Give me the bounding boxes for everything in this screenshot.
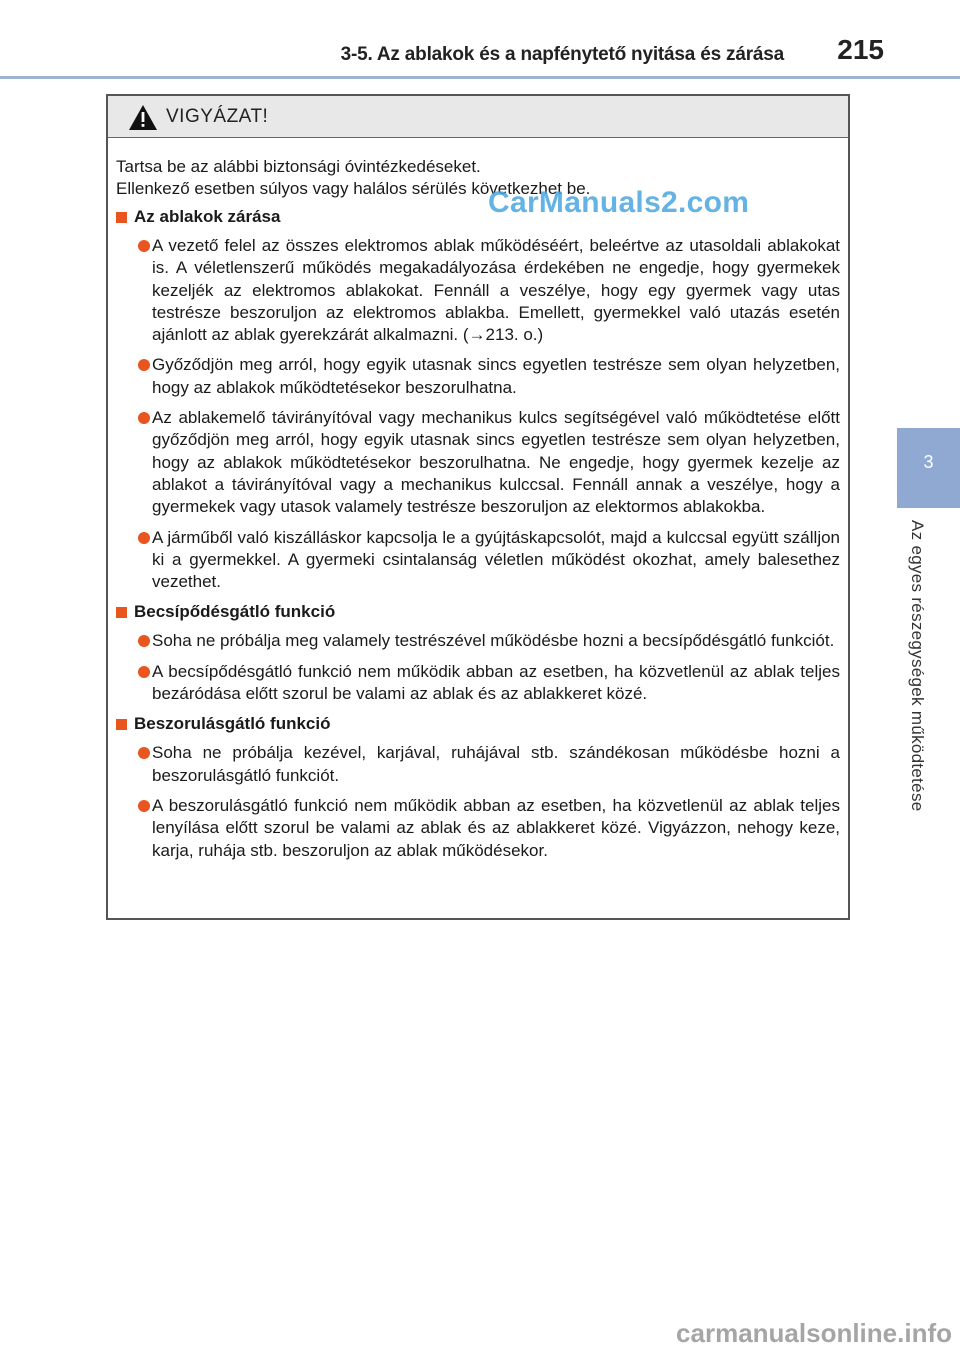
bullet-text: Az ablakemelő távirányítóval vagy mechanikus kulcs segítségével való működtetése előtt győződjön meg arról, hogy egyik utasnak sincs egyetlen testrésze sem olyan helyzetben, hogy az ablakok működtetésekor beszorulhatna. Ne engedje, hogy gyermek kezelje az ablakot a távirányítóval vagy a mechanikus kulccsal. Fennáll annak a veszélye, hogy a gyermekek vagy utasok valamely testrésze beszoruljon az elektormos ablakokba. [152,408,840,517]
bullet-text: Győződjön meg arról, hogy egyik utasnak sincs egyetlen testrésze sem olyan helyzetben, hogy az ablakok működtetésekor beszorulhatna. [152,355,840,397]
section-heading-text: Becsípődésgátló funkció [134,602,336,622]
chapter-title: 3-5. Az ablakok és a napfénytető nyitása és zárása [340,44,784,65]
round-bullet-icon [138,359,150,371]
round-bullet-icon [138,532,150,544]
intro-line: Tartsa be az alábbi biztonsági óvintézkedéseket. [116,157,481,176]
bullet-item [116,354,840,399]
intro-line: Ellenkező esetben súlyos vagy halálos sérülés következhet be. [116,179,591,198]
round-bullet-icon [138,666,150,678]
round-bullet-icon [138,800,150,812]
section-heading-text: Az ablakok zárása [134,207,281,226]
warning-body [108,138,848,862]
bullet-item [116,795,840,862]
square-bullet-icon [116,607,127,618]
chapter-tab [897,428,960,508]
warning-title: VIGYÁZAT! [166,106,269,127]
page-number: 215 [837,34,884,65]
header-rule [0,76,960,79]
footer-watermark: carmanualsonline.info [676,1318,952,1348]
chapter-side-label: Az egyes részegységek működtetése [908,520,927,812]
round-bullet-icon [138,747,150,759]
bullet-item [116,742,840,787]
square-bullet-icon [116,212,127,223]
page-header [0,0,960,78]
round-bullet-icon [138,240,150,252]
chapter-tab-number: 3 [923,452,934,472]
section-heading-text: Beszorulásgátló funkció [134,714,331,734]
warning-triangle-icon [128,104,158,131]
bullet-item [116,527,840,594]
section-heading [116,601,840,623]
bullet-text: A becsípődésgátló funkció nem működik abban az esetben, ha közvetlenül az ablak teljes bezáródása előtt szorul be valami az ablak és az ablakkeret közé. [152,661,840,704]
bullet-text: Soha ne próbálja meg valamely testrészével működésbe hozni a becsípődésgátló funkciót. [152,631,835,651]
bullet-text: A beszorulásgátló funkció nem működik abban az esetben, ha közvetlenül az ablak teljes lenyílása előtt szorul be valami az ablak és az ablakkeret közé. Vigyázzon, nehogy keze, karja, ruhája stb. beszoruljon az ablak működésekor. [152,795,840,860]
bullet-item [116,630,840,652]
bullet-item [116,407,840,518]
section-heading [116,713,840,735]
bullet-text: A járműből való kiszálláskor kapcsolja le a gyújtáskapcsolót, majd a kulccsal együtt szálljon ki a gyermekkel. A gyermeki csintalanság véletlen működést okozhat, amely balesethez vezethet. [152,527,840,592]
warning-header [108,96,848,138]
round-bullet-icon [138,635,150,647]
bullet-item [116,235,840,346]
round-bullet-icon [138,412,150,424]
bullet-item [116,661,840,706]
watermark-logo: CarManuals2.com [488,186,750,219]
square-bullet-icon [116,719,127,730]
bullet-text: A vezető felel az összes elektromos ablak működéséért, beleértve az utasoldali ablakokat is. A véletlenszerű működés megakadályozása érdekében ne engedje, hogy gyermekek kezeljék az elektromos ablakokat. Fennáll a veszélye, hogy egy gyermek vagy utas testrésze beszoruljon az elektromos ablakba. Emellett, gyermekkel való utazás esetén ajánlott az ablak gyerekzárát alkalmazni. (→213. o.) [152,236,840,345]
bullet-text: Soha ne próbálja kezével, karjával, ruhájával stb. szándékosan működésbe hozni a beszorulásgátló funkciót. [152,743,840,785]
